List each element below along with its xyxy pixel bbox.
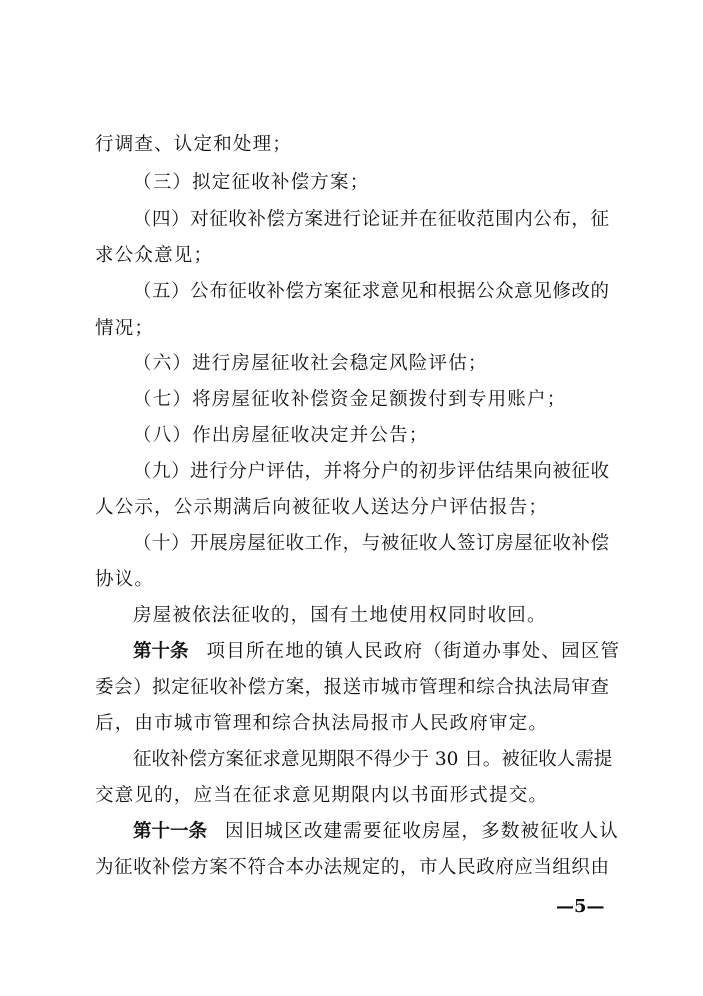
text-line: 房屋被依法征收的，国有土地使用权同时收回。 bbox=[133, 605, 547, 626]
text-line: 行调查、认定和处理； bbox=[95, 134, 293, 155]
article-heading: 第十一条 bbox=[133, 821, 208, 842]
text-line: （八）作出房屋征收决定并公告； bbox=[133, 425, 429, 446]
text-line: （七）将房屋征收补偿资金足额拨付到专用账户； bbox=[133, 389, 567, 410]
text-line: （五）公布征收补偿方案征求意见和根据公众意见修改的 bbox=[133, 281, 609, 302]
article-10-line bbox=[133, 640, 620, 664]
page-number: —5— bbox=[556, 896, 605, 917]
text-line: （十）开展房屋征收工作，与被征收人签订房屋征收补偿 bbox=[133, 533, 609, 554]
text-line: 求公众意见； bbox=[95, 245, 214, 266]
text-line: （四）对征收补偿方案进行论证并在征收范围内公布，征 bbox=[133, 209, 609, 230]
article-heading: 第十条 bbox=[133, 641, 189, 662]
text-line: 征收补偿方案征求意见期限不得少于 30 日。被征收人需提 bbox=[133, 749, 613, 770]
text-line: （六）进行房屋征收社会稳定风险评估； bbox=[133, 353, 488, 374]
text-line: 人公示，公示期满后向被征收人送达分户评估报告； bbox=[95, 497, 549, 518]
text-line: 协议。 bbox=[95, 569, 155, 590]
text-line: 交意见的，应当在征求意见期限内以书面形式提交。 bbox=[95, 785, 549, 806]
article-text: 项目所在地的镇人民政府（街道办事处、园区管 bbox=[206, 641, 621, 662]
text-line: （三）拟定征收补偿方案； bbox=[133, 172, 370, 193]
text-line: 委会）拟定征收补偿方案，报送市城市管理和综合执法局审查 bbox=[95, 677, 609, 698]
text-line: 为征收补偿方案不符合本办法规定的，市人民政府应当组织由 bbox=[95, 857, 609, 878]
article-11-line bbox=[133, 820, 619, 844]
text-line: （九）进行分户评估，并将分户的初步评估结果向被征收 bbox=[133, 461, 609, 482]
text-line: 情况； bbox=[95, 318, 155, 339]
text-line: 后，由市城市管理和综合执法局报市人民政府审定。 bbox=[95, 713, 549, 734]
article-text: 因旧城区改建需要征收房屋，多数被征收人认 bbox=[225, 821, 620, 842]
